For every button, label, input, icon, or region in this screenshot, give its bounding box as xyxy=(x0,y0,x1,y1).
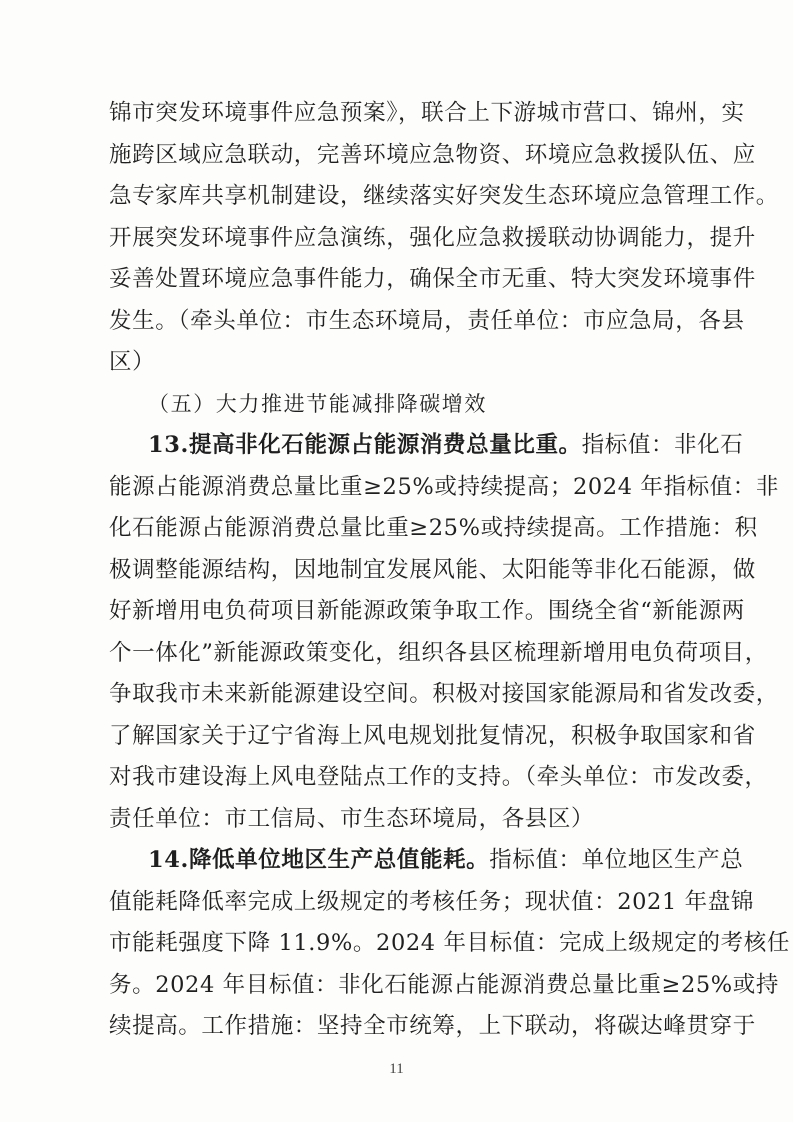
paragraph-line: 化石能源占能源消费总量比重≥25%或持续提高。工作措施：积 xyxy=(109,515,758,541)
item-14-first-line xyxy=(148,845,743,875)
paragraph-line: 个一体化”新能源政策变化，组织各县区梳理新增用电负荷项目， xyxy=(109,639,768,666)
paragraph-line: 值能耗降低率完成上级规定的考核任务；现状值：2021 年盘锦 xyxy=(109,888,754,915)
item-13-title: 13.提高非化石能源占能源消费总量比重。 xyxy=(148,432,582,458)
paragraph-line: 对我市建设海上风电登陆点工作的支持。（牵头单位：市发改委， xyxy=(109,764,768,790)
paragraph-line: 了解国家关于辽宁省海上风电规划批复情况，积极争取国家和省 xyxy=(109,722,756,749)
paragraph-line: 急专家库共享机制建设，继续落实好突发生态环境应急管理工作。 xyxy=(109,183,779,209)
paragraph-line: 锦市突发环境事件应急预案》，联合上下游城市营口、锦州，实 xyxy=(109,100,745,126)
section-heading: （五）大力推进节能减排降碳增效 xyxy=(148,391,487,416)
paragraph-line: 施跨区域应急联动，完善环境应急物资、环境应急救援队伍、应 xyxy=(109,141,756,168)
item-14-title: 14.降低单位地区生产总值能耗。 xyxy=(148,847,490,873)
item-13-first-line xyxy=(148,430,743,460)
paragraph-line: 务。2024 年目标值：非化石能源占能源消费总量比重≥25%或持 xyxy=(109,971,779,998)
paragraph-line: 开展突发环境事件应急演练，强化应急救援联动协调能力，提升 xyxy=(109,224,756,251)
item-14-first-line-text: 指标值：单位地区生产总 xyxy=(489,847,744,873)
paragraph-line: 市能耗强度下降 11.9%。2024 年目标值：完成上级规定的考核任 xyxy=(109,930,790,956)
paragraph-line: 极调整能源结构，因地制宜发展风能、太阳能等非化石能源，做 xyxy=(109,556,756,583)
paragraph-line: 妥善处置环境应急事件能力，确保全市无重、特大突发环境事件 xyxy=(109,266,756,292)
paragraph-line: 能源占能源消费总量比重≥25%或持续提高；2024 年指标值：非 xyxy=(109,473,779,500)
paragraph-line: 发生。（牵头单位：市生态环境局，责任单位：市应急局，各县 xyxy=(109,307,745,334)
paragraph-line: 区） xyxy=(109,349,156,375)
paragraph-line: 续提高。工作措施：坚持全市统筹，上下联动，将碳达峰贯穿于 xyxy=(109,1013,756,1039)
item-13-first-line-text: 指标值：非化石 xyxy=(581,432,744,458)
paragraph-line: 争取我市未来新能源建设空间。积极对接国家能源局和省发改委， xyxy=(109,681,779,707)
paragraph-line: 责任单位：市工信局、市生态环境局，各县区） xyxy=(109,805,595,832)
paragraph-line: 好新增用电负荷项目新能源政策争取工作。围绕全省“新能源两 xyxy=(109,598,745,624)
page-number: 11 xyxy=(389,1060,404,1077)
